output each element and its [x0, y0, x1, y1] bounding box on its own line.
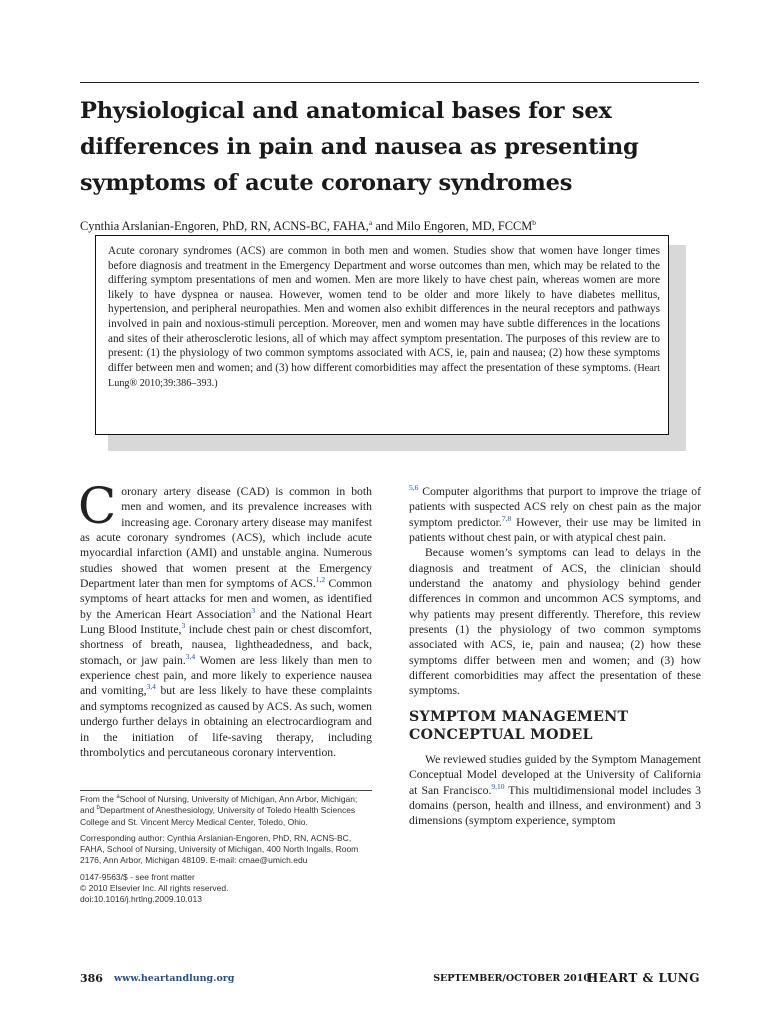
copyright-note: © 2010 Elsevier Inc. All rights reserved.	[80, 883, 229, 894]
body-text: but are less likely to have these complaints and symptoms recognized as caused by ACS. As such, women undergo further delays in obtaining an electrocardiogram and in the initiation of life-saving therapy, including thrombolytics and percutaneous coronary intervention.	[80, 684, 372, 759]
article-title	[80, 93, 700, 201]
page-footer	[80, 972, 700, 988]
title-line: differences in pain and nausea as presenting	[80, 134, 639, 160]
paragraph-model	[409, 752, 701, 829]
author-line	[80, 219, 700, 234]
correspondence-note: Corresponding author: Cynthia Arslanian-Engoren, PhD, RN, ACNS-BC, FAHA, School of Nursing, University of Michigan, 400 North Ingalls, Room 2176, Ann Arbor, Michigan 48109. E-mail: cmae@umich.edu	[80, 832, 359, 866]
doi-note: doi:10.1016/j.hrtlng.2009.10.013	[80, 894, 202, 905]
body-text: However, their use may be limited in patients without chest pain, or with atypical chest pain.	[409, 515, 701, 545]
citation-link[interactable]: 3	[251, 605, 256, 615]
top-rule	[80, 82, 699, 83]
issn-note: 0147-9563/$ - see front matter	[80, 871, 195, 882]
body-text: This multidimensional model includes 3 domains (person, health and illness, and environment) and 3 dimensions (symptom experience, symptom	[409, 783, 701, 828]
citation-link[interactable]: 1,2	[315, 575, 326, 585]
body-column-left	[78, 477, 372, 760]
author-2-affiliation-mark: b	[532, 218, 537, 227]
body-text: include chest pain or chest discomfort, shortness of breath, nausea, lightheadedness, and back, stomach, or jaw pain.	[80, 623, 372, 667]
author-1: Cynthia Arslanian-Engoren, PhD, RN, ACNS-BC, FAHA,	[80, 219, 369, 233]
section-heading	[409, 708, 701, 744]
section-heading-line: CONCEPTUAL MODEL	[409, 726, 593, 743]
author-1-affiliation-mark: a	[368, 218, 373, 227]
author-2: Milo Engoren, MD, FCCM	[396, 219, 533, 233]
footnote-rule	[80, 790, 372, 791]
citation-link[interactable]: 3,4	[185, 651, 196, 661]
title-line: symptoms of acute coronary syndromes	[80, 170, 573, 196]
journal-name: HEART & LUNG	[586, 971, 700, 985]
issue-date: SEPTEMBER/OCTOBER 2010	[433, 973, 590, 984]
affiliation-mark: b	[96, 805, 100, 812]
body-text: Computer algorithms that purport to improve the triage of patients with suspected ACS rely on chest pain as the major symptom predictor.	[409, 485, 701, 529]
footnote-text: From the	[80, 794, 117, 804]
body-text: and the National Heart Lung Blood Institute,	[80, 607, 372, 637]
paragraph-rationale: Because women’s symptoms can lead to delays in the diagnosis and treatment of ACS, the clinician should understand the anatomy and physiology behind gender differences in common and uncommon ACS symptoms, and why patients may present differently. Therefore, this review presents (1) the physiology of two common symptoms associated with ACS, ie, pain and nausea; (2) how these symptoms differ between men and women; and (3) how different comorbidities may affect the presentation of these symptoms.	[409, 546, 701, 698]
page-number: 386	[80, 972, 103, 985]
author-connector: and	[372, 219, 397, 233]
citation-link[interactable]: 3,4	[146, 682, 156, 692]
abstract-box	[95, 235, 669, 435]
citation-link[interactable]: 9,10	[491, 781, 505, 791]
body-text: oronary artery disease (CAD) is common in both men and women, and its prevalence increases with increasing age. Coronary artery disease may manifest as acute coronary syndromes (ACS), which include acute myocardial infarction (AMI) and unstable angina. Numerous studies showed that women present at the Emergency Department later than men for symptoms of ACS.	[80, 485, 372, 591]
title-line: Physiological and anatomical bases for sex	[80, 98, 612, 124]
body-text: Women are less likely than men to experience chest pain, and more likely to experience nausea and vomiting,	[80, 653, 372, 698]
body-text: We reviewed studies guided by the Symptom Management Conceptual Model developed at the University of California at San Francisco.	[409, 752, 701, 797]
citation-link[interactable]: 3	[181, 621, 186, 631]
website-link[interactable]: www.heartandlung.org	[114, 973, 235, 984]
citation-link[interactable]: 7,8	[501, 513, 512, 523]
section-heading-line: SYMPTOM MANAGEMENT	[409, 708, 629, 725]
body-text: Common symptoms of heart attacks for men and women, as identified by the American Heart Association	[80, 577, 372, 621]
affiliation-mark: a	[116, 794, 120, 800]
paragraph-intro	[78, 477, 372, 760]
citation-link[interactable]: 5,6	[409, 483, 419, 492]
footnote-text: School of Nursing, University of Michigan, Ann Arbor, Michigan; and	[80, 794, 358, 816]
abstract-text: Acute coronary syndromes (ACS) are common in both men and women. Studies show that women have longer times before diagnosis and treatment in the Emergency Department and worse outcomes than men, which may be related to the differing symptom presentations of men and women. Men are more likely to have chest pain, whereas women are more likely to have dyspnea or nausea. However, women tend to be older and more likely to have diabetes mellitus, hypertension, and peripheral neuropathies. Men and women also exhibit differences in the neural receptors and pathways involved in pain and noxious-stimuli perception. Moreover, men and women may have subtle differences in the locations and sites of their atherosclerotic lesions, all of which may affect symptom presentation. The purposes of this review are to present: (1) the physiology of two common symptoms associated with ACS, ie, pain and nausea; (2) how these symptoms differ between men and women; and (3) how different comorbidities may affect the presentation of these symptoms.	[108, 245, 660, 374]
drop-cap: C	[78, 477, 117, 535]
abstract-citation: (Heart Lung® 2010;39:386–393.)	[108, 362, 660, 390]
footnotes	[80, 794, 372, 906]
footnote-text: Department of Anesthesiology, University of Toledo Health Sciences College and St. Vincent Mercy Medical Center, Toledo, Ohio.	[80, 805, 356, 827]
body-column-right	[409, 484, 701, 829]
paragraph-intro-continued	[409, 484, 701, 545]
affiliation-note	[80, 794, 372, 828]
